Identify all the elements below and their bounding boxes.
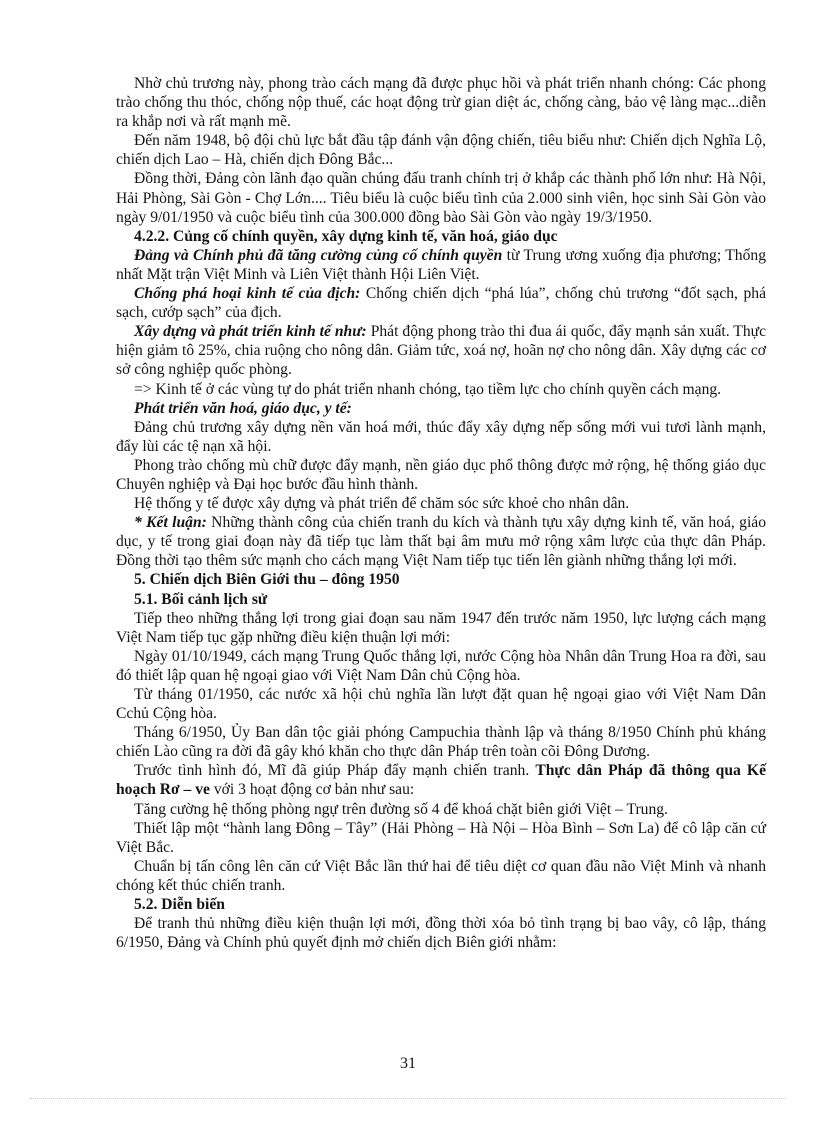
paragraph-movement-recovery: Nhờ chủ trương này, phong trào cách mạng đã được phục hồi và phát triển nhanh chóng: Các phong trào chống thu thóc, chống nộp thuế, các hoạt động trừ gian diệt ác, chống càng, bảo vệ làng mạc...diễn ra khắp nơi và rất mạnh mẽ. bbox=[116, 75, 766, 131]
heading-5-2: 5.2. Diễn biến bbox=[134, 896, 225, 914]
bold-revers-plan: Thực dân Pháp đã thông qua Kế hoạch Rơ – ve bbox=[116, 762, 766, 799]
page-number: 31 bbox=[400, 1055, 416, 1072]
paragraph-socialist-relations: Từ tháng 01/1950, các nước xã hội chủ nghĩa lần lượt đặt quan hệ ngoại giao với Việt Nam Dân Cchủ Cộng hòa. bbox=[116, 686, 766, 723]
paragraph-education: Phong trào chống mù chữ được đẩy mạnh, nền giáo dục phổ thông được mở rộng, hệ thống giáo dục Chuyên nghiệp và Đại học bước đầu hình thành. bbox=[116, 456, 766, 493]
paragraph-context: Tiếp theo những thắng lợi trong giai đoạn sau năm 1947 đến trước năm 1950, lực lượng cách mạng Việt Nam tiếp tục gặp những điều kiện thuận lợi mới: bbox=[116, 609, 766, 646]
text-government: từ Trung ương xuống địa phương; Thống nhất Mặt trận Việt Minh và Liên Việt thành Hội Liên Việt. bbox=[116, 246, 766, 283]
paragraph-campaign-decision: Để tranh thủ những điều kiện thuận lợi mới, đồng thời xóa bỏ tình trạng bị bao vây, cô lập, tháng 6/1950, Đảng và Chính phủ quyết định mở chiến dịch Biên giới nhằm: bbox=[116, 915, 766, 952]
lead-conclusion: * Kết luận: bbox=[134, 514, 207, 532]
lead-government: Đảng và Chính phủ đã tăng cường củng cố chính quyền bbox=[134, 246, 503, 264]
text-anti-sabotage: Chống chiến dịch “phá lúa”, chống chủ trương “đốt sạch, phá sạch, cướp sạch” của địch. bbox=[116, 285, 766, 322]
paragraph-economy-result: => Kinh tế ở các vùng tự do phát triển nhanh chóng, tạo tiềm lực cho chính quyền cách mạng. bbox=[134, 380, 722, 398]
paragraph-government bbox=[116, 246, 766, 284]
paragraph-route-4: Tăng cường hệ thống phòng ngự trên đường số 4 để khoá chặt biên giới Việt – Trung. bbox=[134, 800, 668, 818]
heading-5-1: 5.1. Bối cảnh lịch sử bbox=[134, 590, 268, 608]
paragraph-cambodia-laos: Tháng 6/1950, Ủy Ban dân tộc giải phóng Campuchia thành lập và tháng 8/1950 Chính phủ kháng chiến Lào cũng ra đời đã gây khó khăn cho thực dân Pháp trên toàn cõi Đông Dương. bbox=[116, 724, 766, 761]
paragraph-culture-heading bbox=[116, 399, 766, 418]
lead-anti-sabotage: Chống phá hoại kinh tế của địch: bbox=[134, 285, 361, 303]
paragraph-political-struggle: Đồng thời, Đảng còn lãnh đạo quần chúng đấu tranh chính trị ở khắp các thành phố lớn như: Hà Nội, Hải Phòng, Sài Gòn - Chợ Lớn.... Tiêu biểu là cuộc biểu tình của 2.000 sinh viên, học sinh Sài Gòn vào ngày 9/01/1950 và cuộc biểu tình của 300.000 đồng bào Sài Gòn vào ngày 19/3/1950. bbox=[116, 170, 766, 226]
lead-culture: Phát triển văn hoá, giáo dục, y tế: bbox=[134, 399, 352, 417]
paragraph-viet-bac-attack: Chuẩn bị tấn công lên căn cứ Việt Bắc lần thứ hai để tiêu diệt cơ quan đầu não Việt Minh và nhanh chóng kết thúc chiến tranh. bbox=[116, 857, 766, 894]
paragraph-conclusion bbox=[116, 513, 766, 570]
lead-economy: Xây dựng và phát triển kinh tế như: bbox=[134, 323, 367, 341]
paragraph-economy bbox=[116, 322, 766, 379]
paragraph-corridor: Thiết lập một “hành lang Đông – Tây” (Hải Phòng – Hà Nội – Hòa Bình – Sơn La) để cô lập căn cứ Việt Bắc. bbox=[116, 819, 766, 856]
text-conclusion: Những thành công của chiến tranh du kích và thành tựu xây dựng kinh tế, văn hoá, giáo dục, y tế trong giai đoạn này đã tiếp tục làm thất bại âm mưu mở rộng xâm lược của thực dân Pháp. Đồng thời tạo thêm sức mạnh cho cách mạng Việt Nam tiếp tục tiến lên giành những thắng lợi mới. bbox=[116, 514, 767, 570]
paragraph-1948-campaigns: Đến năm 1948, bộ đội chủ lực bắt đầu tập đánh vận động chiến, tiêu biểu như: Chiến dịch Nghĩa Lộ, chiến dịch Lao – Hà, chiến dịch Đông Bắc... bbox=[116, 132, 766, 169]
paragraph-revers-plan bbox=[116, 761, 766, 799]
paragraph-culture: Đảng chủ trương xây dựng nền văn hoá mới, thúc đẩy xây dựng nếp sống mới vui tươi lành mạnh, đẩy lùi các tệ nạn xã hội. bbox=[116, 418, 766, 455]
heading-4-2-2: 4.2.2. Củng cố chính quyền, xây dựng kinh tế, văn hoá, giáo dục bbox=[134, 227, 558, 245]
paragraph-anti-sabotage bbox=[116, 284, 766, 322]
paragraph-health: Hệ thống y tế được xây dựng và phát triển để chăm sóc sức khoẻ cho nhân dân. bbox=[134, 495, 630, 513]
document-body bbox=[116, 74, 766, 952]
heading-5: 5. Chiến dịch Biên Giới thu – đông 1950 bbox=[134, 571, 400, 589]
paragraph-china: Ngày 01/10/1949, cách mạng Trung Quốc thắng lợi, nước Cộng hòa Nhân dân Trung Hoa ra đời, sau đó thiết lập quan hệ ngoại giao với Việt Nam Dân chủ Cộng hòa. bbox=[116, 647, 766, 684]
text-revers-post: với 3 hoạt động cơ bản như sau: bbox=[209, 781, 415, 799]
text-economy: Phát động phong trào thi đua ái quốc, đẩy mạnh sản xuất. Thực hiện giảm tô 25%, chia ruộng cho nông dân. Giảm tức, xoá nợ, hoãn nợ cho nông dân. Xây dựng các cơ sở công nghiệp quốc phòng. bbox=[116, 323, 766, 379]
page-bottom-divider bbox=[30, 1098, 786, 1099]
text-revers-pre: Trước tình hình đó, Mĩ đã giúp Pháp đẩy mạnh chiến tranh. bbox=[134, 762, 536, 780]
